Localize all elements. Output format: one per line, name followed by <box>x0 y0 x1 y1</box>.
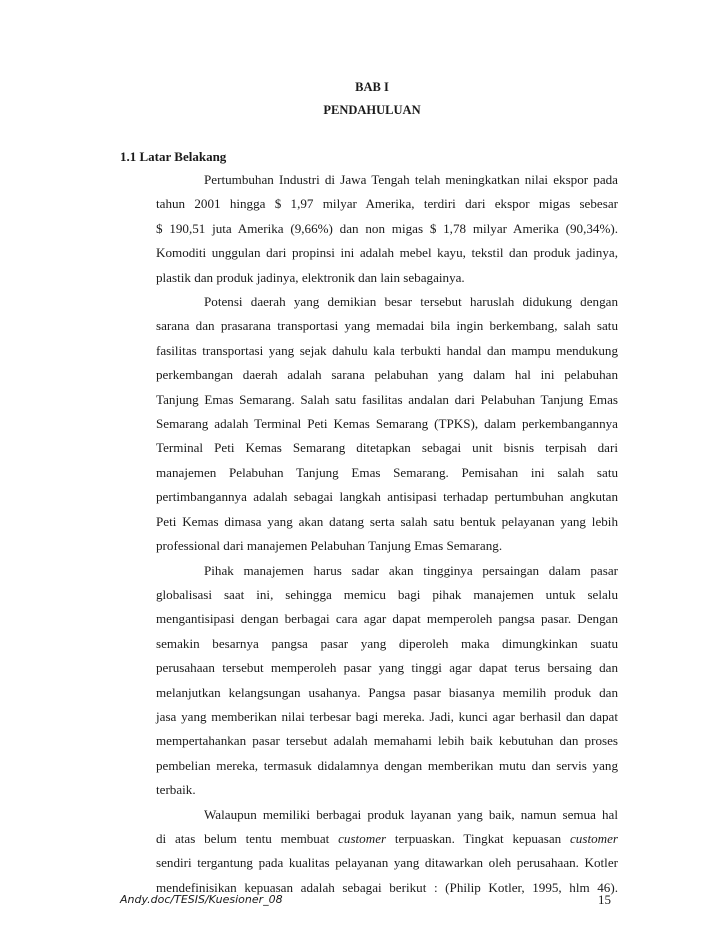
text-line: jasa yang memberikan nilai terbesar bagi mereka. Jadi, kunci agar berhasil dan dapat <box>156 708 618 724</box>
text-line: professional dari manajemen Pelabuhan Tanjung Emas Semarang. <box>156 538 503 554</box>
text-line: semakin besarnya pangsa pasar yang diperoleh maka dimungkinkan suatu <box>156 635 618 651</box>
text-line: tahun 2001 hingga $ 1,97 milyar Amerika, terdiri dari ekspor migas sebesar <box>156 196 618 212</box>
paragraph <box>156 168 618 290</box>
text-line: sendiri tergantung pada kualitas pelayanan yang ditawarkan oleh perusahaan. Kotler <box>156 855 618 871</box>
text-line: Terminal Peti Kemas Semarang ditetapkan sebagai unit bisnis terpisah dari <box>156 440 618 456</box>
paragraph <box>156 803 618 901</box>
text-line: Tanjung Emas Semarang. Salah satu fasilitas andalan dari Pelabuhan Tanjung Emas <box>156 391 618 407</box>
text-line: pertimbangannya adalah sebagai langkah antisipasi terhadap pertumbuhan angkutan <box>156 489 618 505</box>
text-line: Walaupun memiliki berbagai produk layanan yang baik, namun semua hal <box>204 806 618 822</box>
text-line: fasilitas transportasi yang sejak dahulu kala terbukti handal dan mampu mendukung <box>156 342 618 358</box>
text-line: manajemen Pelabuhan Tanjung Emas Semarang. Pemisahan ini salah satu <box>156 464 618 480</box>
text-line: pembelian mereka, termasuk didalamnya dengan memberikan mutu dan servis yang <box>156 757 618 773</box>
body-text <box>156 168 618 900</box>
text-line: mempertahankan pasar tersebut adalah memahami lebih baik kebutuhan dan proses <box>156 733 618 749</box>
text-line: melanjutkan kelangsungan usahanya. Pangsa pasar biasanya memilih produk dan <box>156 684 618 700</box>
text-line: Pihak manajemen harus sadar akan tingginya persaingan dalam pasar <box>204 562 618 578</box>
text-line: Semarang adalah Terminal Peti Kemas Semarang (TPKS), dalam perkembangannya <box>156 416 618 432</box>
text-line: $ 190,51 juta Amerika (9,66%) dan non migas $ 1,78 milyar Amerika (90,34%). <box>156 220 618 236</box>
text-line: Peti Kemas dimasa yang akan datang serta salah satu bentuk pelayanan yang lebih <box>156 513 618 529</box>
text-line: di atas belum tentu membuat customer terpuaskan. Tingkat kepuasan customer <box>156 830 618 846</box>
text-line: Potensi daerah yang demikian besar tersebut haruslah didukung dengan <box>204 294 618 310</box>
text-line: globalisasi saat ini, sehingga memicu bagi pihak manajemen untuk selalu <box>156 586 618 602</box>
page-number: 15 <box>598 892 611 907</box>
text-line: plastik dan produk jadinya, elektronik dan lain sebagainya. <box>156 269 465 285</box>
chapter-number: BAB I <box>355 80 389 94</box>
text-line: mengantisipasi dengan berbagai cara agar dapat memperoleh pangsa pasar. Dengan <box>156 611 618 627</box>
chapter-title: PENDAHULUAN <box>323 103 421 117</box>
paragraph <box>156 290 618 558</box>
text-line: sarana dan prasarana transportasi yang memadai bila ingin berkembang, salah satu <box>156 318 618 334</box>
footer-document-name: Andy.doc/TESIS/Kuesioner_08 <box>120 893 283 906</box>
paragraph <box>156 559 618 803</box>
text-line: terbaik. <box>156 782 196 798</box>
text-line: Komoditi unggulan dari propinsi ini adalah mebel kayu, tekstil dan produk jadinya, <box>156 245 618 261</box>
text-line: perusahaan tersebut memperoleh pasar yang tinggi agar dapat terus bersaing dan <box>156 660 618 676</box>
text-line: perkembangan daerah adalah sarana pelabuhan yang dalam hal ini pelabuhan <box>156 367 618 383</box>
section-heading: 1.1 Latar Belakang <box>120 149 227 164</box>
text-line: Pertumbuhan Industri di Jawa Tengah telah meningkatkan nilai ekspor pada <box>204 172 618 187</box>
text-line: mendefinisikan kepuasan adalah sebagai berikut : (Philip Kotler, 1995, hlm 46). <box>156 879 618 895</box>
